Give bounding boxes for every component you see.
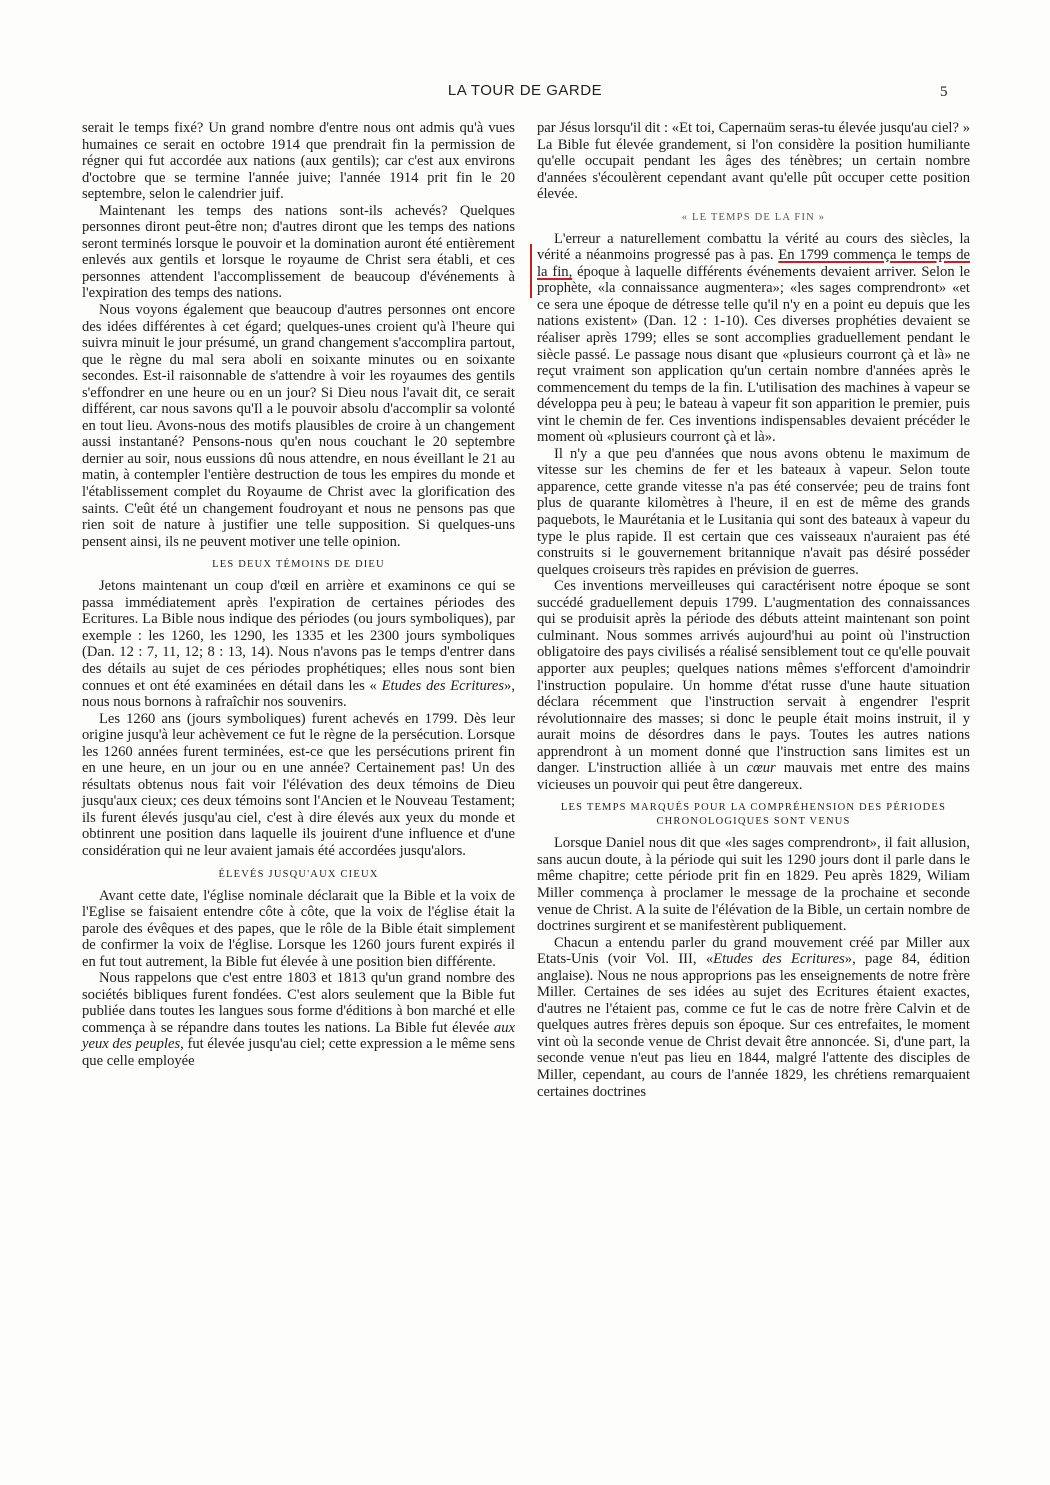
- italic-title: Etudes des Ecritures: [713, 951, 845, 968]
- page-number: 5: [940, 84, 948, 100]
- italic-word: cœur: [746, 760, 776, 777]
- paragraph: Chacun a entendu parler du grand mouvement créé par Miller aux Etats-Unis (voir Vol. III, «Etudes des Ecritures», page 84, édition anglaise). Nous ne nous approprions pas les enseignements de notre frère Miller. Certaines de ses idées au sujet des Ecritures étaient exactes, d'autres ne l'étaient pas, comme ce fut le cas de notre frère Calvin et de quelques autres frères depuis son époque. Sur ces entrefaites, le moment vint où la seconde venue de Christ devait être annoncée. Si, d'une part, la seconde venue n'eut pas lieu en 1844, malgré l'attente des disciples de Miller, cependant, au cours de l'année 1829, les chrétiens remarquaient certaines doctrines: [537, 934, 970, 1100]
- section-heading: « LE TEMPS DE LA FIN »: [681, 211, 826, 223]
- paragraph: Nous voyons également que beaucoup d'autres personnes ont encore des idées différentes à cet égard; quelques-unes croient qu'à l'heure qui suivra minuit le jour présumé, un grand changement s'accomplira partout, que le règne du mal sera aboli en soixante minutes ou en soixante secondes. Est-il raisonnable de s'attendre à voir les royaumes des gentils s'effondrer en une heure ou en un jour? Si Dieu nous l'avait dit, ce serait différent, car nous savons qu'Il a le pouvoir absolu d'accomplir sa volonté en tout lieu. Avons-nous des motifs plausibles de croire à un changement aussi instantané? Pensons-nous qu'en nous couchant le 20 septembre dernier au soir, nous eussions dû nous attendre, en nous éveillant le 21 au matin, à contempler l'entière destruction de tous les empires du monde et l'établissement complet du Royaume de Christ avec la glorification des saints. C'eût été un changement foudroyant et nous ne pensons pas que rien soit de nature à justifier une telle supposition. Si quelques-uns pensent ainsi, ils ne peuvent motiver une telle opinion.: [82, 302, 515, 550]
- paragraph: Nous rappelons que c'est entre 1803 et 1813 qu'un grand nombre des sociétés bibliques furent fondées. C'est alors seulement que la Bible fut publiée dans toutes les langues sous forme d'éditions à bon marché et elle commença à se répandre dans toutes les nations. La Bible fut élevée aux yeux des peuples, fut élevée jusqu'au ciel; cette expression a le même sens que celle employée: [82, 970, 516, 1069]
- paragraph: Les 1260 ans (jours symboliques) furent achevés en 1799. Dès leur origine jusqu'à leur achèvement ce fut le règne de la persécution. Lorsque les 1260 années furent terminées, est-ce que les persécutions prirent fin en une heure, en un jour ou en une année? Certainement pas! Un des résultats obtenus nous fait voir l'élévation des deux témoins de Dieu jusqu'aux cieux; ces deux témoins sont l'Ancien et le Nouveau Testament; ils furent élevés jusqu'au ciel, c'est à dire élevés aux yeux du monde et obtinrent une position dans laquelle ils jouirent d'une influence et d'une considération qui ne leur avaient jamais été accordées jusqu'alors.: [82, 710, 515, 859]
- running-head: LA TOUR DE GARDE: [447, 82, 603, 99]
- paragraph: Jetons maintenant un coup d'œil en arrière et examinons ce qui se passa immédiatement après l'expiration de certaines périodes des Ecritures. La Bible nous indique des périodes (ou jours symboliques), par exemple : les 1260, les 1290, les 1335 et les 2300 jours symboliques (Dan. 12 : 7, 11, 12; 8 : 13, 14). Nous n'avons pas le temps d'entrer dans des détails au sujet de ces périodes prophétiques; elles nous sont bien connues et ont été examinées en détail dans les « Etudes des Ecritures», nous nous bornons à rafraîchir nos souvenirs.: [82, 578, 515, 711]
- paragraph: L'erreur a naturellement combattu la vérité au cours des siècles, la vérité a néanmoins progressé pas à pas. En 1799 commença le temps de la fin, époque à laquelle différents événements devaient arriver. Selon le prophète, «la connaissance augmentera»; «les sages comprendront» «et ce sera une époque de détresse telle qu'il n'y en a point eu depuis que les nations existent» (Dan. 12 : 1-10). Ces diverses prophéties devaient se réaliser après 1799; elles se sont accomplies graduellement pendant le siècle passé. Le passage nous disant que «plusieurs courront çà et là» ne reçut vraiment son application qu'un certain nombre d'années après le commencement du temps de la fin. L'utilisation des machines à vapeur se développa peu à peu; le bateau à vapeur fit son apparition le premier, puis vint le chemin de fer. Ces inventions indispensables devaient précéder le moment où «plusieurs courront çà et là».: [537, 230, 970, 446]
- paragraph: Lorsque Daniel nous dit que «les sages comprendront», il fait allusion, sans aucun doute, à la période qui suit les 1290 jours dont il parle dans le même chapitre; cette période prit fin en 1829. Peu après 1829, Wiliam Miller commença à proclamer le message de la prochaine et seconde venue de Christ. A la suite de l'élévation de la Bible, un certain nombre de doctrines surgirent et se manifestèrent publiquement.: [537, 835, 970, 935]
- right-column: [537, 120, 970, 1100]
- italic-phrase: aux yeux des peuples: [82, 1019, 515, 1053]
- section-heading: LES DEUX TÉMOINS DE DIEU: [212, 559, 385, 571]
- paragraph: Ces inventions merveilleuses qui caractérisent notre époque se sont succédé graduellement depuis 1799. L'augmentation des connaissances qui se produisit après la période des débuts atteint maintenant son point culminant. Nous sommes arrivés aujourd'hui au point où l'instruction obligatoire des pays civilisés a réalisé sensiblement tout ce qu'elle pouvait apporter aux peuples; quelques nations mêmes s'efforcent d'amoindrir l'instruction populaire. Un homme d'état russe d'une haute situation déclara récemment que l'instruction servait à engendrer l'esprit révolutionnaire des masses; si donc le peuple était moins instruit, il y aurait moins de désordres dans le pays. Toutes les autres nations apprendront à un moment donné que l'instruction sans limites est un danger. L'instruction alliée à un cœur mauvais met entre des mains vicieuses un pouvoir qui peut être dangereux.: [537, 578, 970, 793]
- paragraph: par Jésus lorsqu'il dit : «Et toi, Capernaüm seras-tu élevée jusqu'au ciel? » La Bible fut élevée grandement, si l'on considère la position humiliante qu'elle occupait pendant les âges des ténèbres; un certain nombre d'années s'écoulèrent cependant avant qu'elle pût occuper cette position élevée.: [537, 120, 970, 203]
- red-margin-mark: [530, 244, 532, 298]
- paragraph: serait le temps fixé? Un grand nombre d'entre nous ont admis qu'à vues humaines ce serait en octobre 1914 que prendrait fin la permission de régner qui fut accordée aux nations (aux gentils); car c'est aux environs d'octobre que se termine l'année juive; l'année 1914 prit fin le 20 septembre, selon le calendrier juif.: [82, 120, 515, 203]
- section-heading: ÉLEVÉS JUSQU'AUX CIEUX: [218, 868, 379, 880]
- paragraph: Maintenant les temps des nations sont-ils achevés? Quelques personnes diront peut-être non; d'autres diront que les temps des nations seront terminés lorsque le pouvoir et la domination auront été entièrement enlevés aux gentils et lorsque le royaume de Christ sera établi, et ces personnes attendent l'accomplissement de beaucoup d'événements à l'expiration des temps des nations.: [82, 202, 515, 302]
- paragraph: Avant cette date, l'église nominale déclarait que la Bible et la voix de l'Eglise se faisaient entendre côte à côte, que la voix de l'église était la parole des évêques et des papes, que le rôle de la Bible était simplement de confirmer la voix de l'église. Lorsque les 1260 jours furent expirés il en fut tout autrement, la Bible fut élevée à une position bien différente.: [82, 887, 515, 970]
- paragraph: Il n'y a que peu d'années que nous avons obtenu le maximum de vitesse sur les chemins de fer et les bateaux à vapeur. Selon toute apparence, cette grande vitesse n'a pas été conservée; peu de trains font plus de quarante kilomètres à l'heure, il en est de même des grands paquebots, le Maurétania et le Lusitania qui sont des bateaux à vapeur du type le plus rapide. Il est certain que ces vaisseaux n'auraient pas été construits si le gouvernement britannique n'avait pas désiré posséder quelques croiseurs très rapides en prévision de guerres.: [537, 445, 970, 578]
- section-heading: LES TEMPS MARQUÉS POUR LA COMPRÉHENSION DES PÉRIODES CHRONOLOGIQUES SONT VENUS: [560, 802, 947, 828]
- left-column: [82, 120, 515, 1070]
- italic-title: Etudes des Ecritures: [381, 677, 505, 694]
- highlighted-sentence: En 1799 commença le temps de la fin,: [537, 247, 970, 280]
